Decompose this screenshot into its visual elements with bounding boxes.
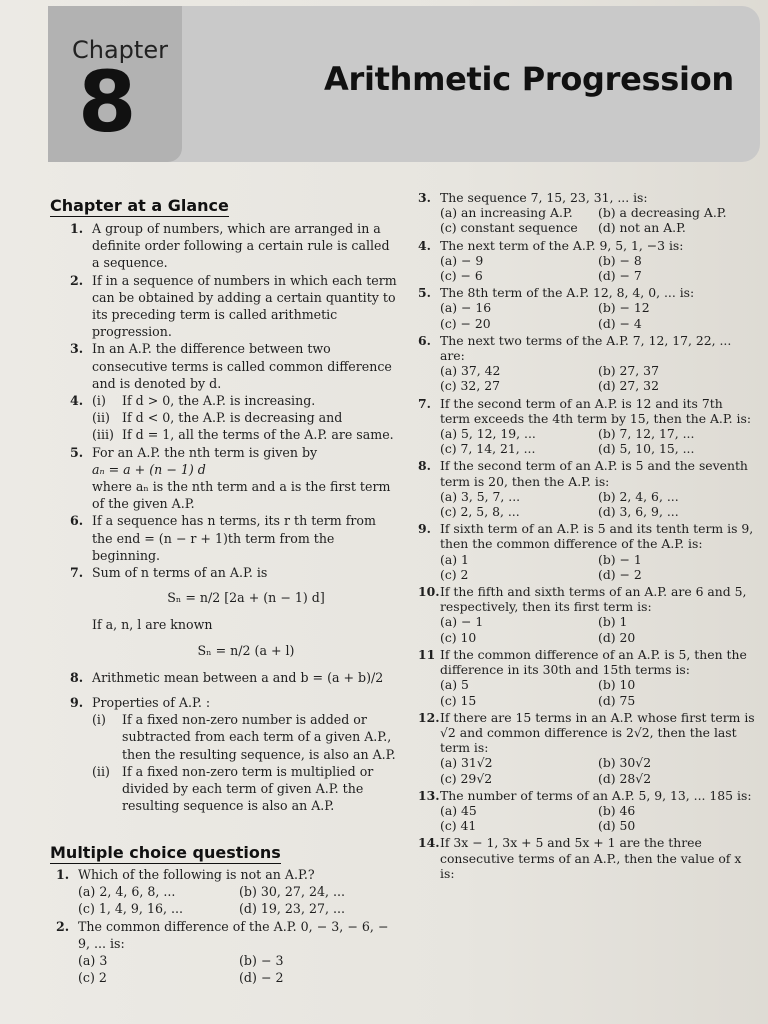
- mcq-question-4: 4. The next term of the A.P. 9, 5, 1, −3 is: (a) − 9 (b) − 8 (c) − 6 (d) − 7: [418, 238, 756, 284]
- option-b: (b) − 8: [598, 252, 642, 268]
- glance-item-5: 5. For an A.P. the nth term is given by aₙ = a + (n − 1) d where aₙ is the nth term and a is the first term of the given A.P.: [70, 444, 400, 513]
- option-d: (d) 3, 6, 9, ...: [598, 504, 679, 520]
- mcq-question-5: 5. The 8th term of the A.P. 12, 8, 4, 0, ... is: (a) − 16 (b) − 12 (c) − 20 (d) − 4: [418, 285, 756, 331]
- mcq-question-3: 3. The sequence 7, 15, 23, 31, ... is: (a) an increasing A.P. (b) a decreasing A.P. (c) constant sequence (d) not an A.P.: [418, 190, 756, 236]
- option-d: (d) 19, 23, 27, ...: [239, 901, 345, 917]
- mcq-question-6: 6. The next two terms of the A.P. 7, 12, 17, 22, ... are: (a) 37, 42 (b) 27, 37 (c) 32, 27 (d) 27, 32: [418, 333, 756, 394]
- option-c: (c) 2: [78, 970, 107, 986]
- option-d: (d) 5, 10, 15, ...: [598, 441, 695, 457]
- option-b: (b) 30√2: [598, 755, 652, 771]
- option-b: (b) − 12: [598, 300, 650, 316]
- sum-formula-2: Sₙ = n/2 (a + l): [197, 642, 295, 658]
- option-a: (a) 3: [78, 953, 108, 969]
- option-c: (c) 10: [440, 629, 477, 645]
- option-c: (c) constant sequence: [440, 220, 578, 236]
- mcq-question-8: 8. If the second term of an A.P. is 5 and the seventh term is 20, then the A.P. is: (a) 3, 5, 7, ... (b) 2, 4, 6, ... (c) 2, 5, 8, ... (d) 3, 6, 9, ...: [418, 458, 756, 519]
- nth-term-formula: aₙ = a + (n − 1) d: [92, 461, 206, 477]
- question-text: If the second term of an A.P. is 12 and its 7th term exceeds the 4th term by 15, then the A.P. is:: [440, 395, 752, 426]
- question-text: If 3x − 1, 3x + 5 and 5x + 1 are the three consecutive terms of an A.P., then the value of x is:: [440, 835, 742, 881]
- option-a: (a) 45: [440, 802, 477, 818]
- question-text: The next term of the A.P. 9, 5, 1, −3 is:: [440, 237, 684, 253]
- option-d: (d) 20: [598, 629, 636, 645]
- mcq-question-13: 13. The number of terms of an A.P. 5, 9, 13, ... 185 is: (a) 45 (b) 46 (c) 41 (d) 50: [418, 788, 756, 834]
- option-b: (b) a decreasing A.P.: [598, 205, 727, 221]
- glance-item-4: 4. (i) If d > 0, the A.P. is increasing. (ii) If d < 0, the A.P. is decreasing and (iii) If d = 1, all the terms of the A.P. are same.: [70, 393, 394, 443]
- question-text: If there are 15 terms in an A.P. whose first term is √2 and common difference is 2√2, then the last term is:: [440, 709, 755, 756]
- option-c: (c) 7, 14, 21, ...: [440, 441, 536, 457]
- glance-item-2: 2. If in a sequence of numbers in which each term can be obtained by adding a certain quantity to its preceding term is called arithmetic progression.: [70, 272, 397, 340]
- option-a: (a) 2, 4, 6, 8, ...: [78, 884, 176, 900]
- chapter-number: 8: [78, 53, 137, 151]
- mcq-right-list: [418, 190, 756, 883]
- question-text: The number of terms of an A.P. 5, 9, 13, ... 185 is:: [440, 787, 752, 803]
- option-b: (b) − 3: [239, 953, 284, 969]
- question-text: If the second term of an A.P. is 5 and the seventh term is 20, then the A.P. is:: [440, 458, 748, 489]
- glance-item-1: 1. A group of numbers, which are arranged in a definite order following a certain rule is called a sequence.: [70, 221, 390, 271]
- option-a: (a) − 16: [440, 300, 492, 316]
- mcq-question-7: 7. If the second term of an A.P. is 12 and its 7th term exceeds the 4th term by 15, then the A.P. is: (a) 5, 12, 19, ... (b) 7, 12, 17, ... (c) 7, 14, 21, ... (d) 5, 10, 15, ...: [418, 396, 756, 457]
- option-c: (c) 2, 5, 8, ...: [440, 504, 520, 520]
- glance-item-8: 8. Arithmetic mean between a and b = (a + b)/2: [70, 669, 384, 685]
- option-a: (a) 5: [440, 677, 469, 693]
- option-b: (b) − 1: [598, 551, 642, 567]
- mcq-heading: Multiple choice questions: [50, 843, 281, 862]
- glance-list: [70, 220, 400, 815]
- option-b: (b) 1: [598, 614, 628, 630]
- sum-formula-1: Sₙ = n/2 [2a + (n − 1) d]: [167, 590, 325, 606]
- mcq-question-12: 12. If there are 15 terms in an A.P. whose first term is √2 and common difference is 2√2, then the last term is: (a) 31√2 (b) 30√2 (c) 29√2 (d) 28√2: [418, 709, 755, 786]
- option-b: (b) 10: [598, 677, 636, 693]
- mcq-question-10: 10. If the fifth and sixth terms of an A.P. are 6 and 5, respectively, then its first term is: (a) − 1 (b) 1 (c) 10 (d) 20: [418, 584, 756, 645]
- option-c: (c) 29√2: [440, 770, 493, 786]
- option-a: (a) 37, 42: [440, 363, 501, 379]
- option-a: (a) 5, 12, 19, ...: [440, 426, 536, 442]
- option-d: (d) 75: [598, 692, 636, 708]
- option-a: (a) 3, 5, 7, ...: [440, 488, 521, 504]
- question-text: The next two terms of the A.P. 7, 12, 17, 22, ... are:: [440, 332, 732, 364]
- question-text: If the common difference of an A.P. is 5, then the difference in its 30th and 15th terms is:: [440, 646, 747, 678]
- mcq-question-11: 11 If the common difference of an A.P. is 5, then the difference in its 30th and 15th terms is: (a) 5 (b) 10 (c) 15 (d) 75: [418, 647, 756, 708]
- option-b: (b) 7, 12, 17, ...: [598, 426, 695, 442]
- glance-item-9: 9. Properties of A.P. : (i) If a fixed non-zero number is added or subtracted from each term of a given A.P., then the resulting sequence, is also an A.P. (ii) If a fixed non-zero term is multiplied or divided by each term of given A.P. the resulting sequence is also an A.P.: [70, 695, 396, 814]
- option-b: (b) 27, 37: [598, 363, 659, 379]
- option-d: (d) 50: [598, 818, 636, 834]
- option-d: (d) 27, 32: [598, 378, 659, 394]
- option-a: (a) − 9: [440, 252, 484, 268]
- option-a: (a) an increasing A.P.: [440, 205, 573, 221]
- mcq-question-2: 2. The common difference of the A.P. 0, − 3, − 6, − 9, ... is: (a) 3 (b) − 3 (c) 2 (d) − 2: [56, 918, 400, 987]
- option-b: (b) 46: [598, 802, 636, 818]
- chapter-title: Arithmetic Progression: [324, 60, 734, 98]
- question-text: If the fifth and sixth terms of an A.P. are 6 and 5, respectively, then its first term is:: [440, 584, 747, 615]
- option-d: (d) not an A.P.: [598, 220, 686, 236]
- option-c: (c) 32, 27: [440, 378, 500, 394]
- glance-heading: Chapter at a Glance: [50, 196, 229, 215]
- option-c: (c) 2: [440, 566, 469, 582]
- option-d: (d) − 2: [239, 970, 284, 986]
- question-text: If sixth term of an A.P. is 5 and its tenth term is 9, then the common difference of the A.P. is:: [440, 521, 754, 552]
- mcq-question-9: 9. If sixth term of an A.P. is 5 and its tenth term is 9, then the common difference of the A.P. is: (a) 1 (b) − 1 (c) 2 (d) − 2: [418, 521, 756, 582]
- option-c: (c) 1, 4, 9, 16, ...: [78, 901, 183, 917]
- question-text: The sequence 7, 15, 23, 31, ... is:: [440, 190, 648, 205]
- option-d: (d) − 7: [598, 268, 642, 284]
- question-text: The 8th term of the A.P. 12, 8, 4, 0, ... is:: [440, 285, 695, 301]
- option-c: (c) − 6: [440, 268, 483, 284]
- mcq-question-14: 14. If 3x − 1, 3x + 5 and 5x + 1 are the three consecutive terms of an A.P., then the value of x is:: [418, 835, 742, 881]
- mcq-question-1: 1. Which of the following is not an A.P.? (a) 2, 4, 6, 8, ... (b) 30, 27, 24, ... (c) 1, 4, 9, 16, ... (d) 19, 23, 27, ...: [56, 866, 400, 918]
- option-c: (c) 41: [440, 818, 477, 834]
- mcq-left-list: [56, 866, 400, 986]
- option-d: (d) 28√2: [598, 770, 652, 786]
- option-d: (d) − 4: [598, 315, 642, 331]
- option-a: (a) 31√2: [440, 755, 493, 771]
- option-b: (b) 2, 4, 6, ...: [598, 488, 679, 504]
- glance-item-3: 3. In an A.P. the difference between two consecutive terms is called common difference and is denoted by d.: [70, 341, 392, 391]
- option-c: (c) 15: [440, 692, 477, 708]
- option-a: (a) − 1: [440, 614, 484, 630]
- glance-item-7: 7. Sum of n terms of an A.P. is Sₙ = n/2 [2a + (n − 1) d] If a, n, l are known Sₙ = n/2 (a + l): [70, 564, 400, 659]
- option-c: (c) − 20: [440, 315, 491, 331]
- option-b: (b) 30, 27, 24, ...: [239, 884, 345, 900]
- option-d: (d) − 2: [598, 566, 642, 582]
- chapter-label: Chapter: [72, 36, 168, 64]
- glance-item-6: 6. If a sequence has n terms, its r th term from the end = (n − r + 1)th term from the beginning.: [70, 513, 376, 563]
- option-a: (a) 1: [440, 551, 469, 567]
